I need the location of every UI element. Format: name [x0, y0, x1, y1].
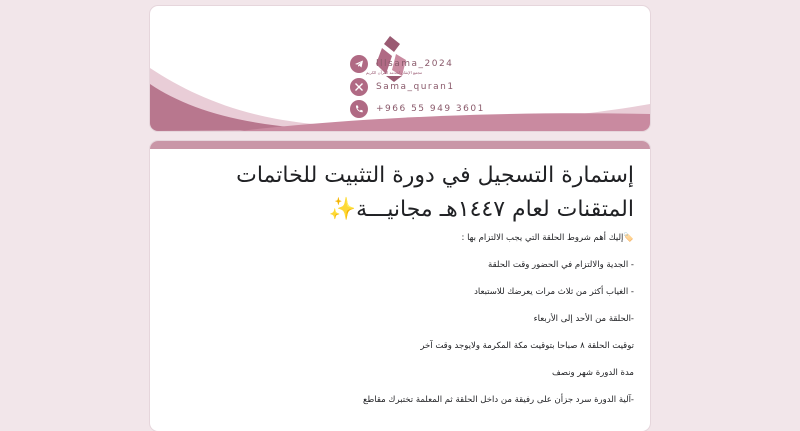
header-banner: [150, 6, 650, 131]
contact-x[interactable]: [350, 77, 455, 97]
contact-telegram[interactable]: [350, 54, 453, 74]
form-card: [150, 141, 650, 431]
description-line: -آلية الدورة سرد جزأن على رفيقة من داخل الحلقة ثم المعلمة تختبرك مقاطع: [363, 395, 634, 405]
phone-number: +966 55 949 3601: [376, 104, 485, 114]
description-line: توقيت الحلقة ٨ صباحا بتوقيت مكة المكرمة ولايوجد وقت آخر: [420, 341, 634, 351]
x-twitter-icon: [350, 78, 368, 96]
phone-icon: [350, 100, 368, 118]
form-title: إستمارة التسجيل في دورة التثبيت للخاتمات المتقنات لعام ١٤٤٧هـ مجانيـــة✨: [236, 163, 634, 222]
telegram-handle: lllsama_2024: [376, 59, 454, 69]
description-line: - الغياب أكثر من ثلاث مرات يعرضك للاستبعاد: [474, 287, 634, 297]
form-accent-bar: [150, 141, 650, 149]
logo-caption: مجمع الإتقان لخدمة القرآن الكريم: [365, 70, 423, 75]
contact-phone[interactable]: [350, 99, 485, 119]
description-line: 🏷️إليك أهم شروط الحلقة التي يجب الالتزام بها :: [461, 233, 634, 243]
telegram-icon: [350, 55, 368, 73]
description-line: مدة الدورة شهر ونصف: [551, 368, 634, 378]
form-description: [162, 231, 634, 420]
description-line: - الجدية والالتزام في الحضور وقت الحلقة: [488, 260, 634, 270]
x-handle: Sama_quran1: [376, 82, 455, 92]
description-line: -الحلقة من الأحد إلى الأربعاء: [533, 314, 634, 324]
